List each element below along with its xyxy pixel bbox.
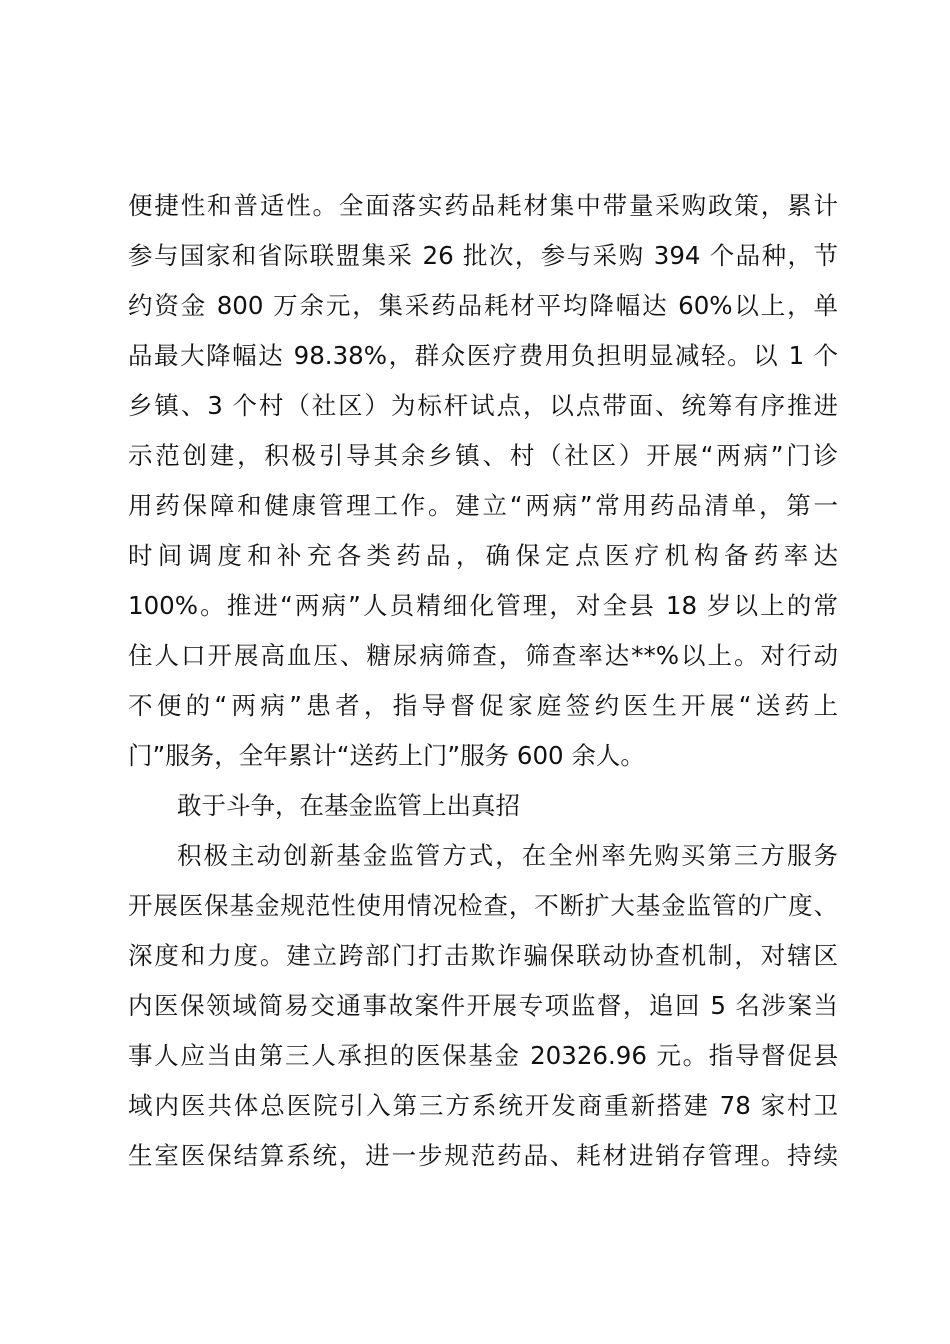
paragraph-line: 用药保障和健康管理工作。建立“两病”常用药品清单，第一 — [128, 491, 838, 520]
paragraph-line: 100%。推进“两病”人员精细化管理，对全县 18 岁以上的常 — [128, 591, 838, 620]
paragraph-line: 品最大降幅达 98.38%，群众医疗费用负担明显减轻。以 1 个 — [128, 341, 838, 370]
paragraph-line: 时间调度和补充各类药品，确保定点医疗机构备药率达 — [128, 541, 838, 570]
paragraph-line: 事人应当由第三人承担的医保基金 20326.96 元。指导督促县 — [128, 1041, 838, 1070]
paragraph-line: 积极主动创新基金监管方式，在全州率先购买第三方服务 — [177, 841, 838, 870]
paragraph-line: 参与国家和省际联盟集采 26 批次，参与采购 394 个品种，节 — [128, 241, 838, 270]
paragraph-line: 门”服务，全年累计“送药上门”服务 600 余人。 — [128, 741, 645, 770]
paragraph-line: 深度和力度。建立跨部门打击欺诈骗保联动协查机制，对辖区 — [128, 941, 838, 970]
paragraph-line: 住人口开展高血压、糖尿病筛查，筛查率达**%以上。对行动 — [128, 641, 838, 670]
paragraph-line: 约资金 800 万余元，集采药品耗材平均降幅达 60%以上，单 — [128, 291, 838, 320]
paragraph-line: 开展医保基金规范性使用情况检查，不断扩大基金监管的广度、 — [128, 891, 838, 920]
section-heading: 敢于斗争，在基金监管上出真招 — [177, 791, 520, 820]
paragraph-line: 示范创建，积极引导其余乡镇、村（社区）开展“两病”门诊 — [128, 441, 838, 470]
paragraph-line: 不便的“两病”患者，指导督促家庭签约医生开展“送药上 — [128, 691, 838, 720]
paragraph-line: 便捷性和普适性。全面落实药品耗材集中带量采购政策，累计 — [128, 191, 838, 220]
paragraph-line: 内医保领域简易交通事故案件开展专项监督，追回 5 名涉案当 — [128, 991, 838, 1020]
paragraph-line: 域内医共体总医院引入第三方系统开发商重新搭建 78 家村卫 — [128, 1091, 838, 1120]
paragraph-line: 生室医保结算系统，进一步规范药品、耗材进销存管理。持续 — [128, 1141, 838, 1170]
paragraph-line: 乡镇、3 个村（社区）为标杆试点，以点带面、统筹有序推进 — [128, 391, 838, 420]
